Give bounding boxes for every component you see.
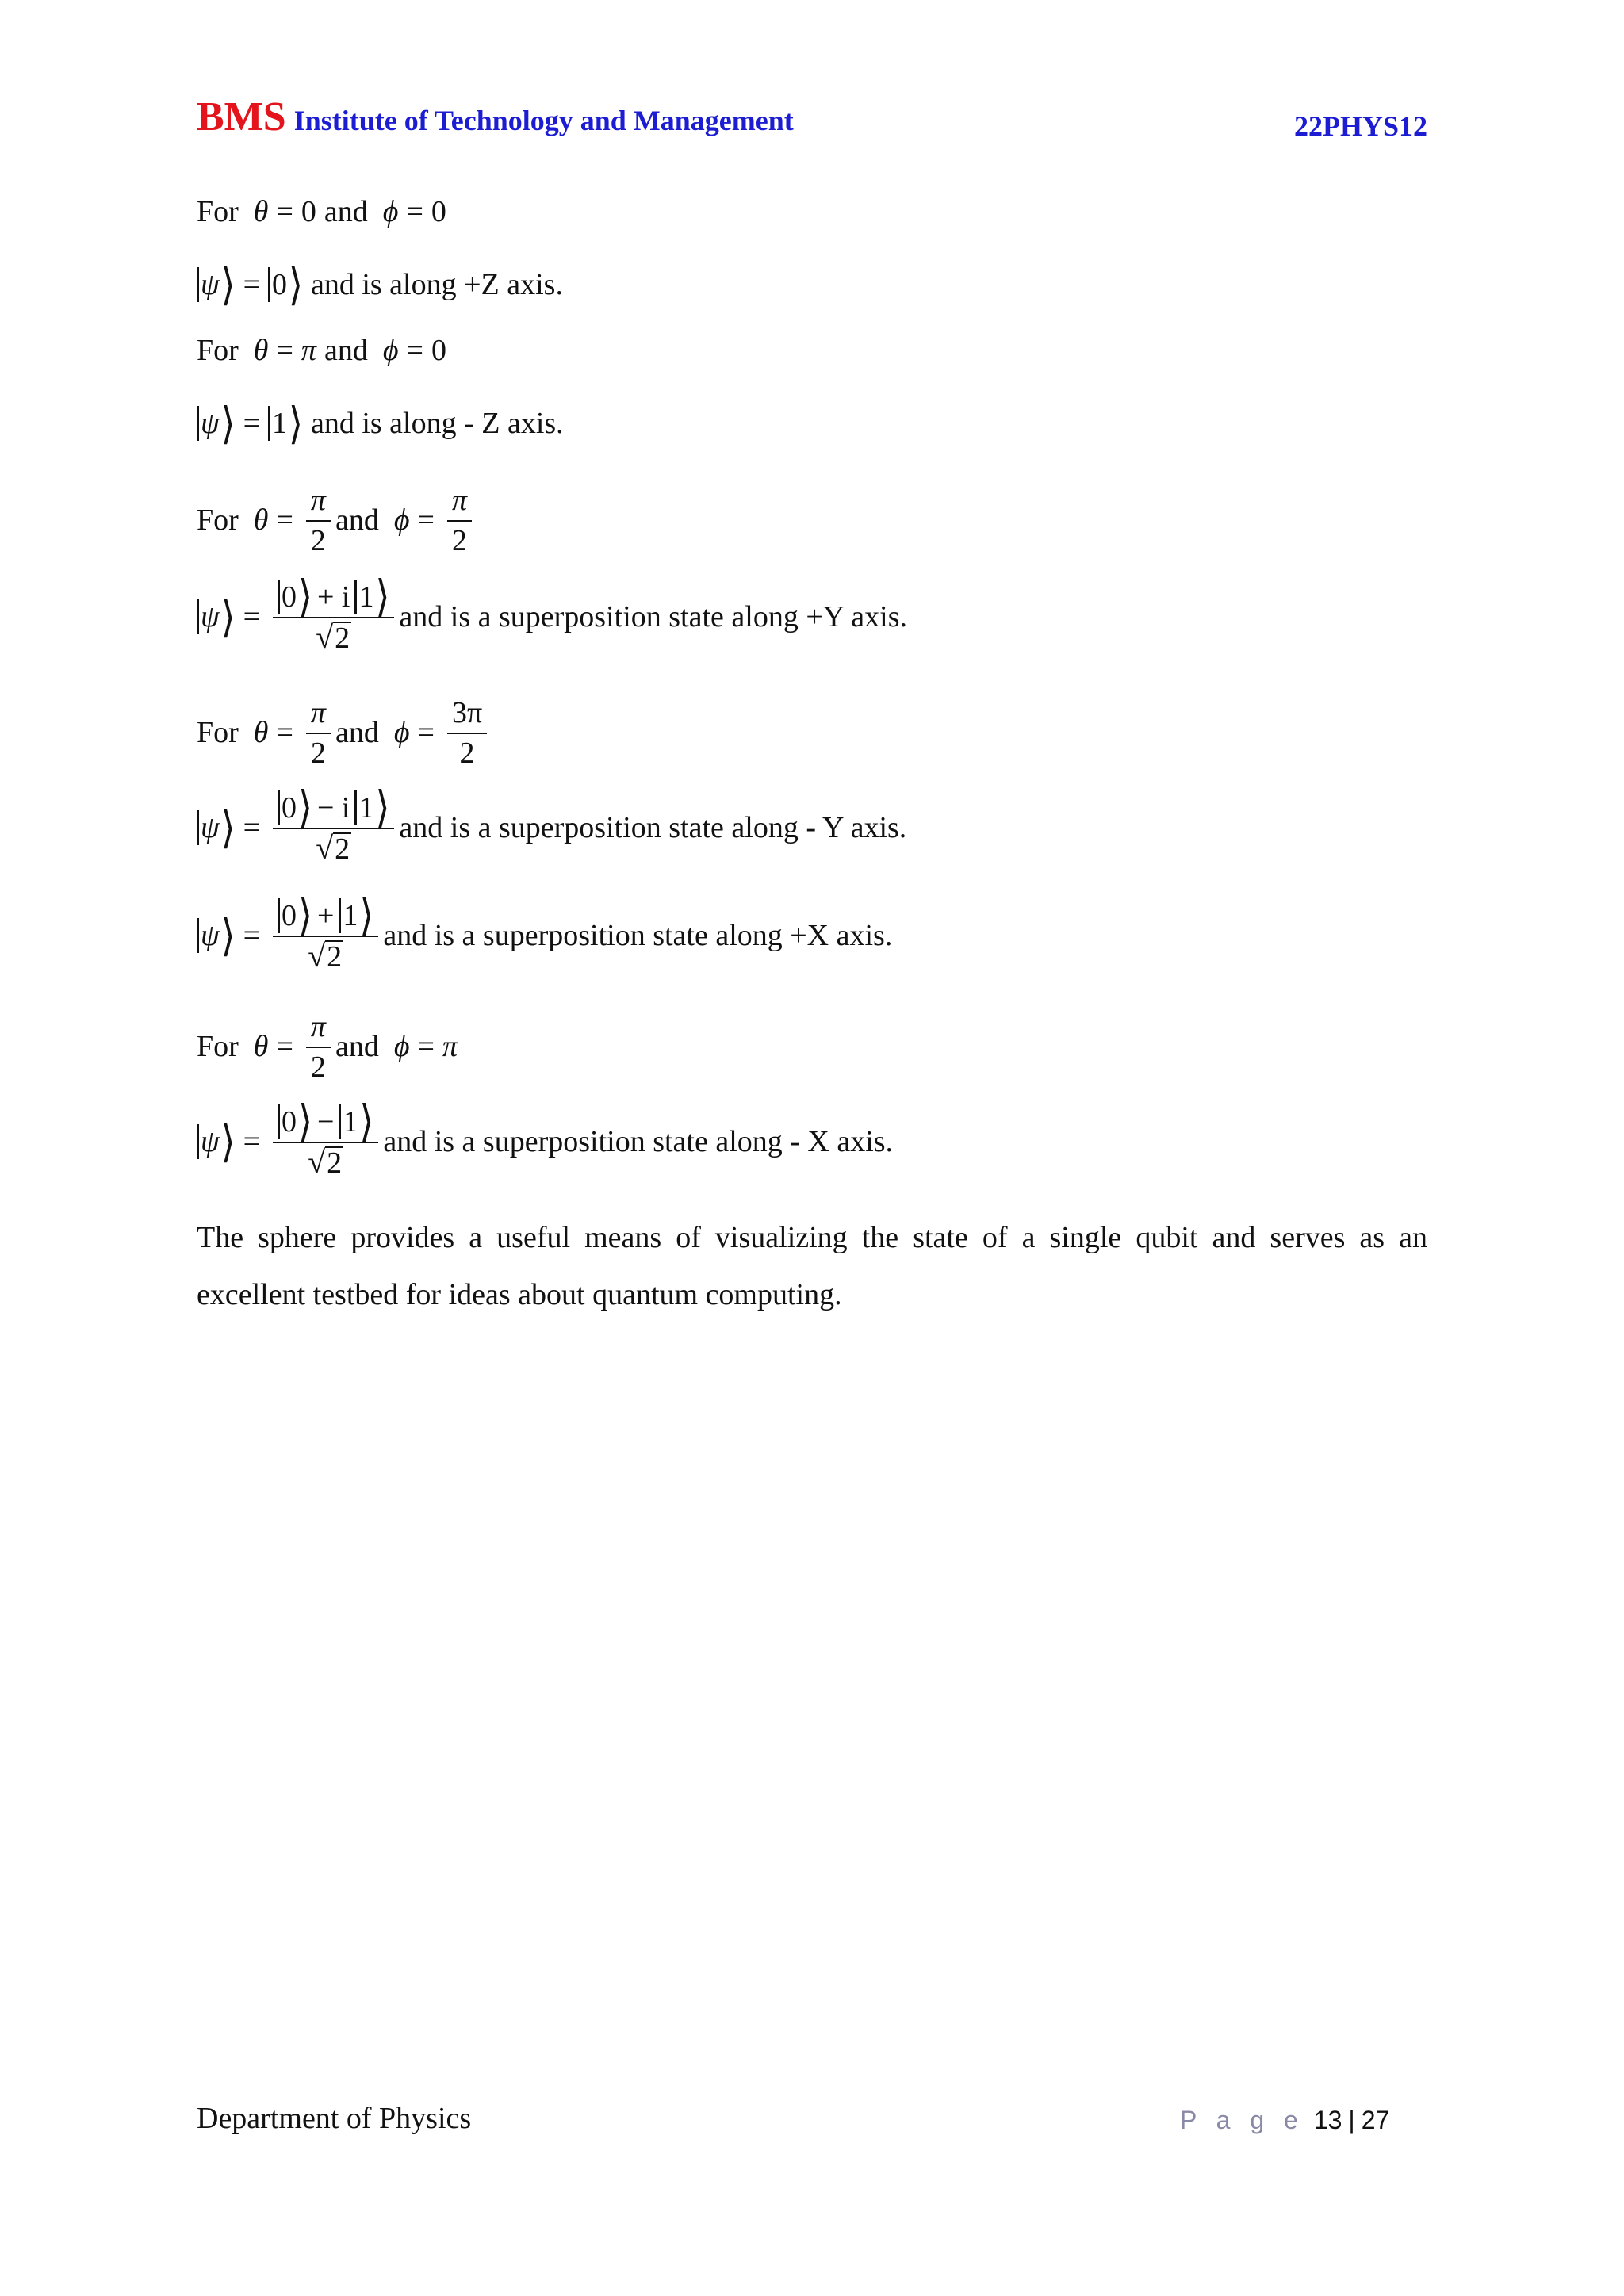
state-fraction: 0 ⟩ − i 1 ⟩ √ 2 [273, 788, 394, 867]
footer-department: Department of Physics [197, 2102, 472, 2135]
state-line [197, 783, 907, 867]
equals-sign: = [243, 919, 260, 952]
equals-sign: = [417, 1030, 435, 1063]
state-description: and is along - Z axis. [310, 407, 564, 440]
state-fraction: 0 ⟩ + 1 ⟩ √ 2 [273, 896, 378, 975]
one-ket: 1 ⟩ [268, 402, 303, 445]
footer-page-number [1180, 2106, 1389, 2135]
state-description: and is along +Z axis. [310, 268, 563, 301]
state-description: and is a superposition state along - X axis. [383, 1125, 894, 1158]
value: 0 [431, 195, 446, 228]
psi-ket: ψ ⟩ [197, 402, 236, 445]
equals-sign: = [276, 195, 293, 228]
state-line [197, 1096, 894, 1181]
fraction: $\frac{\pi}{2}$ [306, 1007, 331, 1086]
value: 0 [301, 195, 316, 228]
fraction: $\frac{3\pi}{2}$ [447, 693, 487, 772]
theta-symbol: θ [253, 195, 269, 228]
state-description: and is a superposition state along - Y axis. [399, 811, 907, 844]
equals-sign: = [276, 503, 293, 537]
equals-sign: = [243, 600, 260, 633]
psi-ket: ψ ⟩ [197, 806, 236, 849]
value: 0 [431, 334, 446, 367]
theta-symbol: θ [253, 334, 269, 367]
fraction: $\frac{\pi}{2}$ [447, 480, 472, 560]
equals-sign: = [276, 716, 293, 749]
phi-symbol: ϕ [393, 1030, 410, 1063]
phi-symbol: ϕ [393, 503, 410, 537]
condition-line [197, 693, 492, 772]
condition-line [197, 333, 446, 368]
zero-ket: 0 ⟩ [268, 263, 303, 306]
equals-sign: = [417, 503, 435, 537]
psi-ket: ψ ⟩ [197, 1120, 236, 1163]
state-description: and is a superposition state along +Y axis. [399, 600, 907, 633]
and-word: and [335, 503, 379, 537]
phi-symbol: ϕ [382, 334, 399, 367]
and-word: and [335, 716, 379, 749]
condition-line [197, 194, 446, 229]
fraction: $\frac{\pi}{2}$ [306, 480, 331, 560]
value: π [301, 334, 316, 367]
current-page: 13 [1313, 2106, 1342, 2134]
equals-sign: = [406, 195, 423, 228]
equals-sign: = [417, 716, 435, 749]
header-institution [197, 94, 794, 140]
equals-sign: = [276, 1030, 293, 1063]
state-line [197, 261, 563, 310]
and-word: and [324, 195, 368, 228]
state-fraction: 0 ⟩ − 1 ⟩ √ 2 [273, 1102, 378, 1181]
phi-symbol: ϕ [382, 195, 399, 228]
psi-ket: ψ ⟩ [197, 595, 236, 638]
state-line [197, 572, 907, 656]
total-pages: 27 [1361, 2106, 1390, 2134]
closing-paragraph: The sphere provides a useful means of visualizing the state of a single qubit and serves as an excellent testbed for ideas about quantum computing. [197, 1221, 1427, 1311]
course-code: 22PHYS12 [1293, 110, 1427, 142]
equals-sign: = [243, 407, 260, 440]
psi-ket: ψ ⟩ [197, 914, 236, 957]
institute-name: Institute of Technology and Management [293, 105, 794, 136]
value: π [442, 1030, 458, 1063]
for-label: For [197, 195, 239, 228]
psi-ket: ψ ⟩ [197, 263, 236, 306]
state-line [197, 400, 564, 449]
state-line [197, 890, 893, 975]
fraction: $\frac{\pi}{2}$ [306, 693, 331, 772]
equals-sign: = [243, 268, 260, 301]
state-description: and is a superposition state along +X axis. [383, 919, 893, 952]
theta-symbol: θ [253, 716, 269, 749]
for-label: For [197, 716, 239, 749]
and-word: and [324, 334, 368, 367]
equals-sign: = [406, 334, 423, 367]
theta-symbol: θ [253, 1030, 269, 1063]
and-word: and [335, 1030, 379, 1063]
for-label: For [197, 1030, 239, 1063]
condition-line [197, 1007, 458, 1086]
phi-symbol: ϕ [393, 716, 410, 749]
theta-symbol: θ [253, 503, 269, 537]
state-fraction: 0 ⟩ + i 1 ⟩ √ 2 [273, 577, 394, 656]
page-separator: | [1348, 2106, 1355, 2134]
condition-line [197, 480, 477, 560]
for-label: For [197, 334, 239, 367]
logo-text: BMS [197, 94, 286, 140]
equals-sign: = [243, 1125, 260, 1158]
page-word: P a g e [1180, 2106, 1304, 2134]
equals-sign: = [276, 334, 293, 367]
for-label: For [197, 503, 239, 537]
equals-sign: = [243, 811, 260, 844]
